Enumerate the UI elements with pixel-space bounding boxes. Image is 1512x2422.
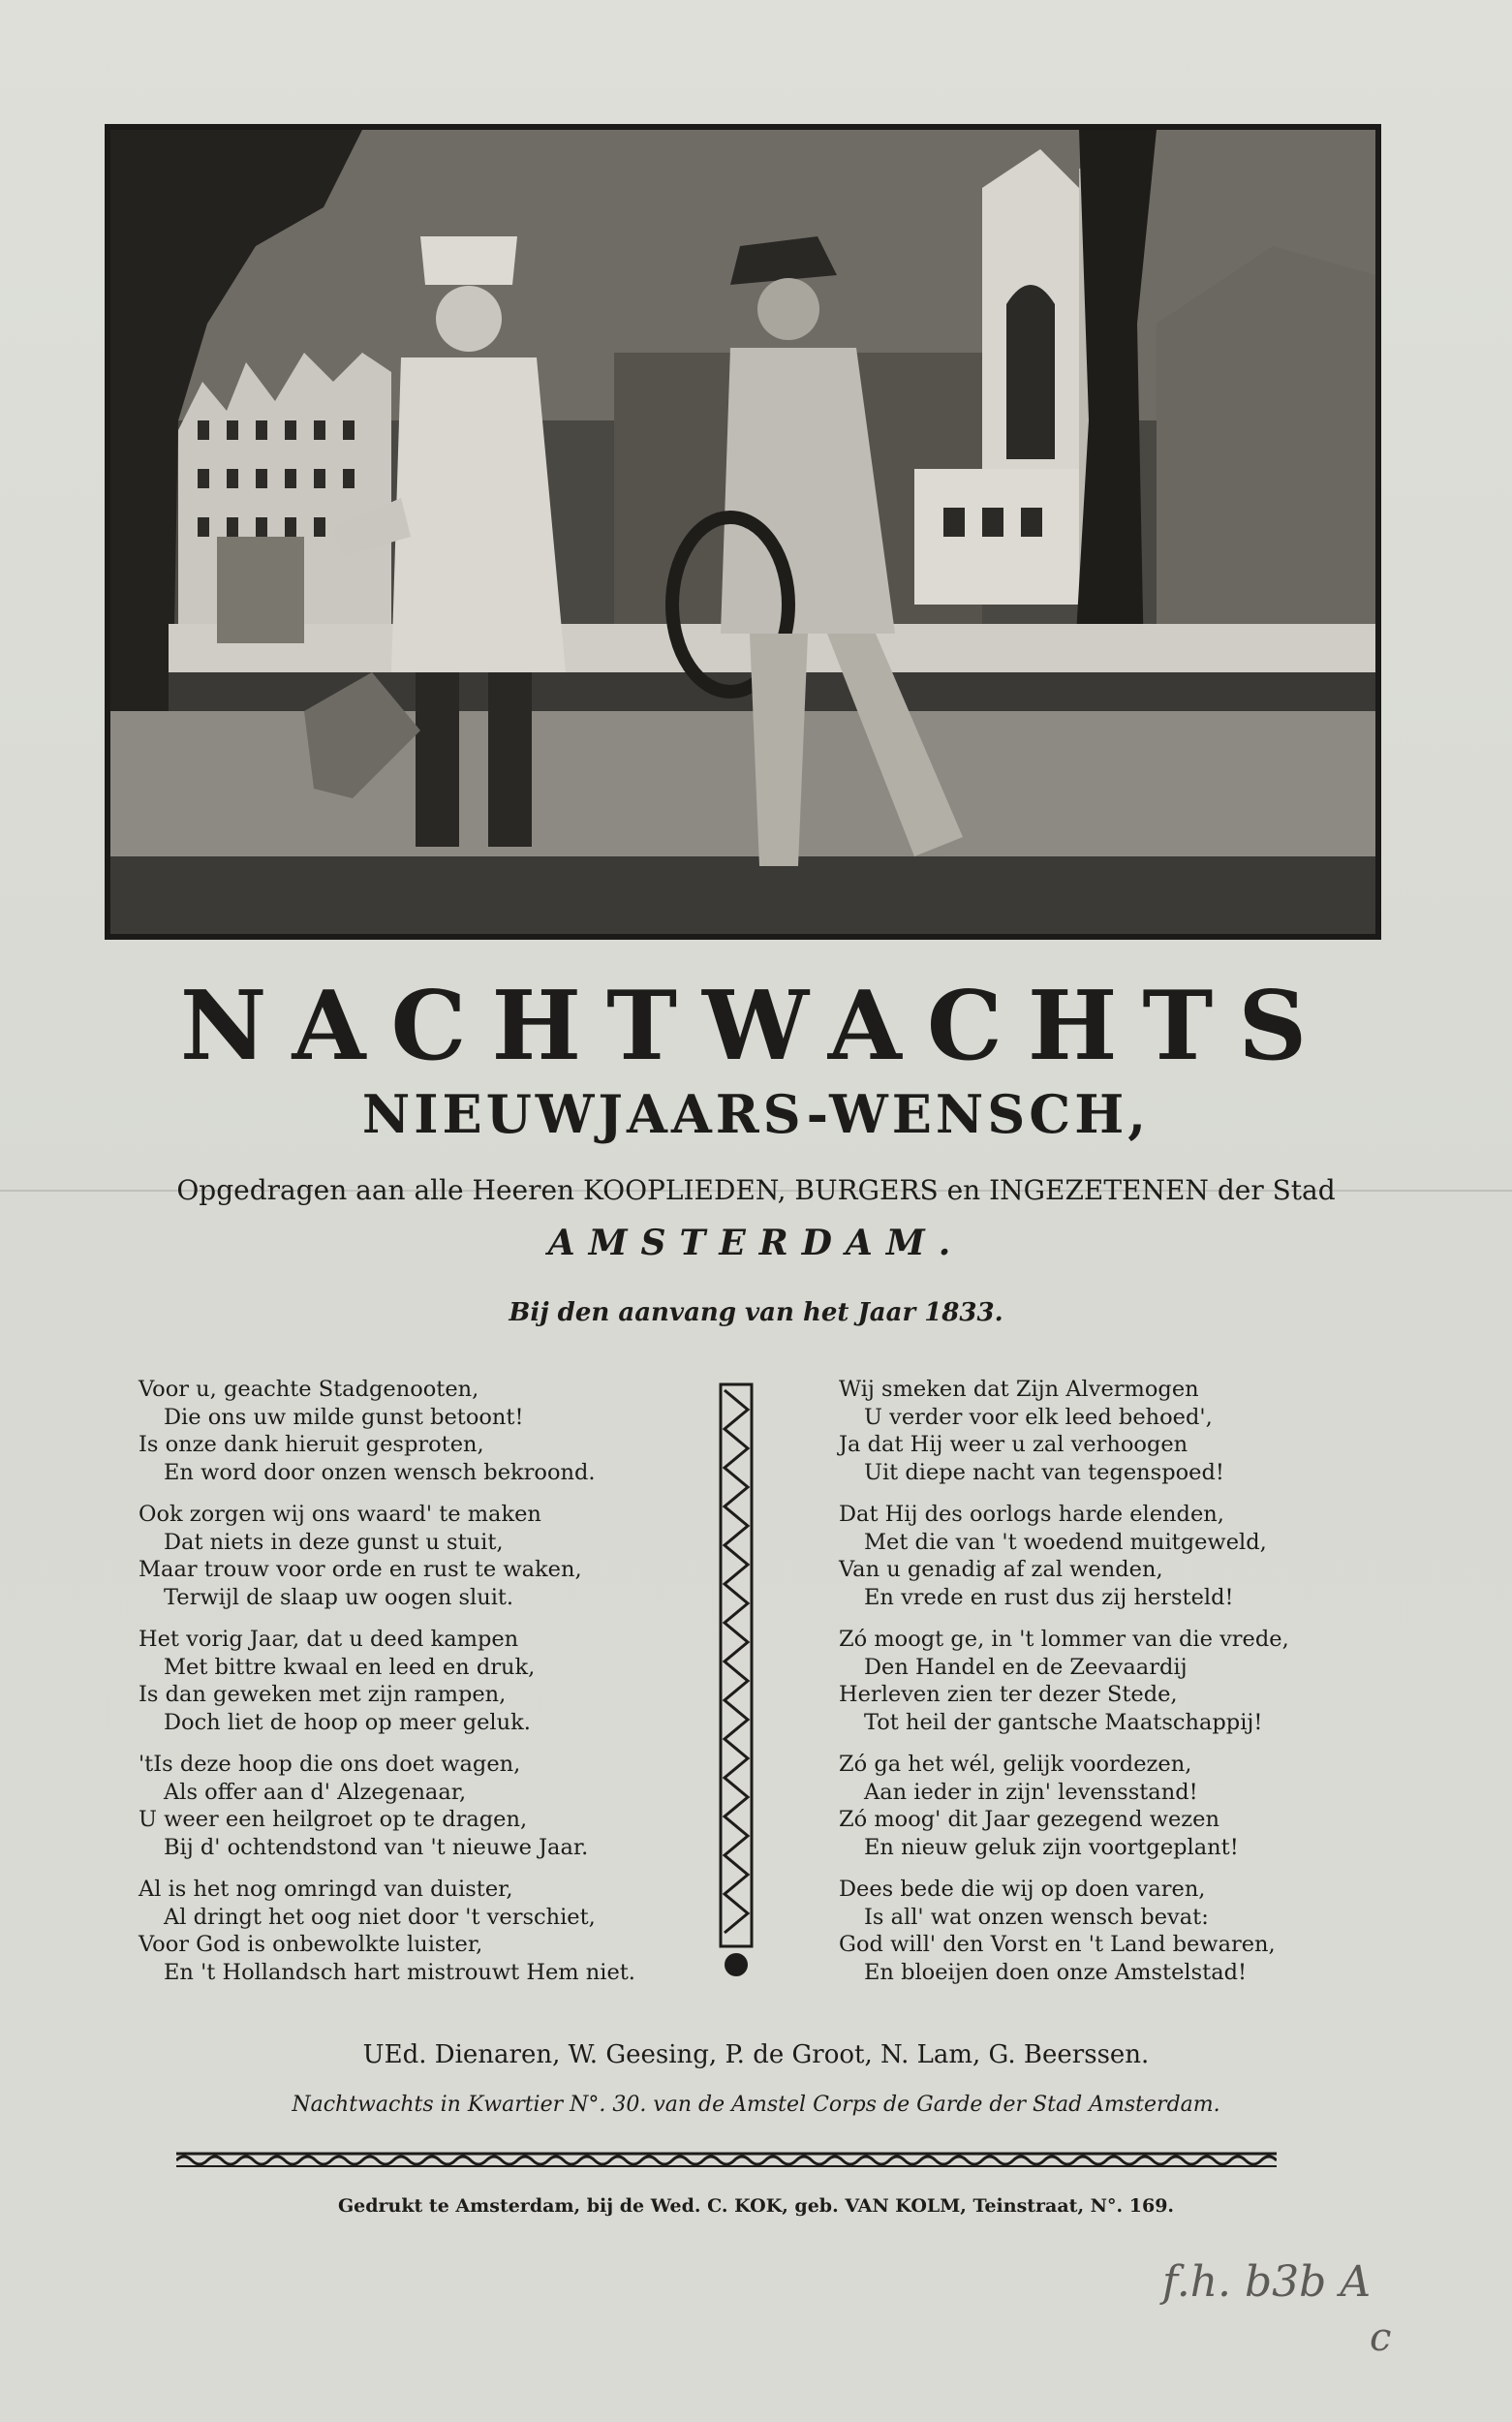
poem-line: Bij d' ochtendstond van 't nieuwe Jaar. xyxy=(164,1834,589,1860)
poem-line: Zó moog' dit Jaar gezegend wezen xyxy=(839,1807,1219,1832)
decorative-rule xyxy=(176,2151,1277,2168)
stanza xyxy=(835,1876,1435,1986)
poem-line: Is dan geweken met zijn rampen, xyxy=(139,1682,507,1707)
poem-line: Dat niets in deze gunst u stuit, xyxy=(164,1529,504,1555)
poem-column-left xyxy=(139,1376,739,2001)
poem-line: En word door onzen wensch bekroond. xyxy=(164,1459,596,1485)
poem-line: Met bittre kwaal en leed en druk, xyxy=(164,1654,536,1680)
poem-line: En 't Hollandsch hart mistrouwt Hem niet. xyxy=(164,1959,635,1985)
stanza xyxy=(139,1751,739,1861)
poem-line: Den Handel en de Zeevaardij xyxy=(864,1654,1188,1680)
poem-line: Wij smeken dat Zijn Alvermogen xyxy=(839,1377,1199,1402)
poem-line: Aan ieder in zijn' levensstand! xyxy=(864,1779,1198,1805)
corps-line: Nachtwachts in Kwartier N°. 30. van de Amstel Corps de Garde der Stad Amsterdam. xyxy=(292,2093,1220,2117)
signers-line: UEd. Dienaren, W. Geesing, P. de Groot, N. Lam, G. Beerssen. xyxy=(362,2040,1150,2069)
poem-line: U weer een heilgroet op te dragen, xyxy=(139,1807,528,1832)
poem-line: Als offer aan d' Alzegenaar, xyxy=(164,1779,467,1805)
poem-line: Doch liet de hoop op meer geluk. xyxy=(164,1709,531,1735)
stanza xyxy=(835,1751,1435,1861)
handwritten-shelfmark: f.h. b3b A xyxy=(1162,2257,1372,2307)
poem-line: Al dringt het oog niet door 't verschiet, xyxy=(164,1904,596,1930)
poem-line: Is all' wat onzen wensch bevat: xyxy=(864,1904,1209,1930)
poem-line: Zó ga het wél, gelijk voordezen, xyxy=(839,1752,1192,1777)
poem-line: En vrede en rust dus zij hersteld! xyxy=(864,1584,1234,1610)
main-title: NACHTWACHTS xyxy=(179,971,1333,1082)
stanza xyxy=(835,1376,1435,1486)
poem-line: Voor God is onbewolkte luister, xyxy=(139,1932,483,1957)
poem-line: Zó moogt ge, in 't lommer van die vrede, xyxy=(839,1627,1289,1652)
printer-imprint: Gedrukt te Amsterdam, bij de Wed. C. KOK, geb. VAN KOLM, Teinstraat, N°. 169. xyxy=(337,2195,1175,2217)
handwritten-shelfmark-suffix: c xyxy=(1370,2315,1392,2360)
poem-line: Tot heil der gantsche Maatschappij! xyxy=(864,1709,1263,1735)
poem-line: Die ons uw milde gunst betoont! xyxy=(164,1404,524,1430)
poem-line: Ja dat Hij weer u zal verhoogen xyxy=(839,1432,1188,1457)
poem-line: Voor u, geachte Stadgenooten, xyxy=(139,1377,479,1402)
stanza xyxy=(835,1626,1435,1736)
poem-line: En nieuw geluk zijn voortgeplant! xyxy=(864,1834,1239,1860)
poem-line: Dees bede die wij op doen varen, xyxy=(839,1877,1206,1902)
occasion-line: Bij den aanvang van het Jaar 1833. xyxy=(509,1298,1003,1327)
poem-line: Maar trouw voor orde en rust te waken, xyxy=(139,1557,582,1582)
subtitle: NIEUWJAARS-WENSCH, xyxy=(361,1083,1151,1145)
poem-line: Is onze dank hieruit gesproten, xyxy=(139,1432,484,1457)
poem-line: U verder voor elk leed behoed', xyxy=(864,1404,1213,1430)
poem-line: Het vorig Jaar, dat u deed kampen xyxy=(139,1627,519,1652)
poem-line: Herleven zien ter dezer Stede, xyxy=(839,1682,1178,1707)
poem-line: Dat Hij des oorlogs harde elenden, xyxy=(839,1502,1224,1527)
ornamental-column-divider xyxy=(715,1381,757,1981)
poem-line: Ook zorgen wij ons waard' te maken xyxy=(139,1502,541,1527)
city-name: AMSTERDAM. xyxy=(547,1223,965,1263)
stanza xyxy=(139,1626,739,1736)
dedication-line: Opgedragen aan alle Heeren KOOPLIEDEN, BURGERS en INGEZETENEN der Stad xyxy=(176,1174,1336,1206)
poem-line: Van u genadig af zal wenden, xyxy=(839,1557,1163,1582)
poem-line: 'tIs deze hoop die ons doet wagen, xyxy=(139,1752,521,1777)
poem-line: God will' den Vorst en 't Land bewaren, xyxy=(839,1932,1276,1957)
stanza xyxy=(139,1876,739,1986)
poem-line: En bloeijen doen onze Amstelstad! xyxy=(864,1959,1248,1985)
poem-line: Al is het nog omringd van duister, xyxy=(139,1877,513,1902)
stanza xyxy=(139,1501,739,1611)
poem-column-right xyxy=(835,1376,1435,2001)
woodcut-scene xyxy=(110,130,1375,934)
poem-line: Met die van 't woedend muitgeweld, xyxy=(864,1529,1267,1555)
poem-line: Uit diepe nacht van tegenspoed! xyxy=(864,1459,1224,1485)
ornament-svg xyxy=(715,1381,757,1981)
woodcut-illustration xyxy=(105,124,1381,940)
stanza xyxy=(835,1501,1435,1611)
stanza xyxy=(139,1376,739,1486)
poem-line: Terwijl de slaap uw oogen sluit. xyxy=(164,1584,514,1610)
